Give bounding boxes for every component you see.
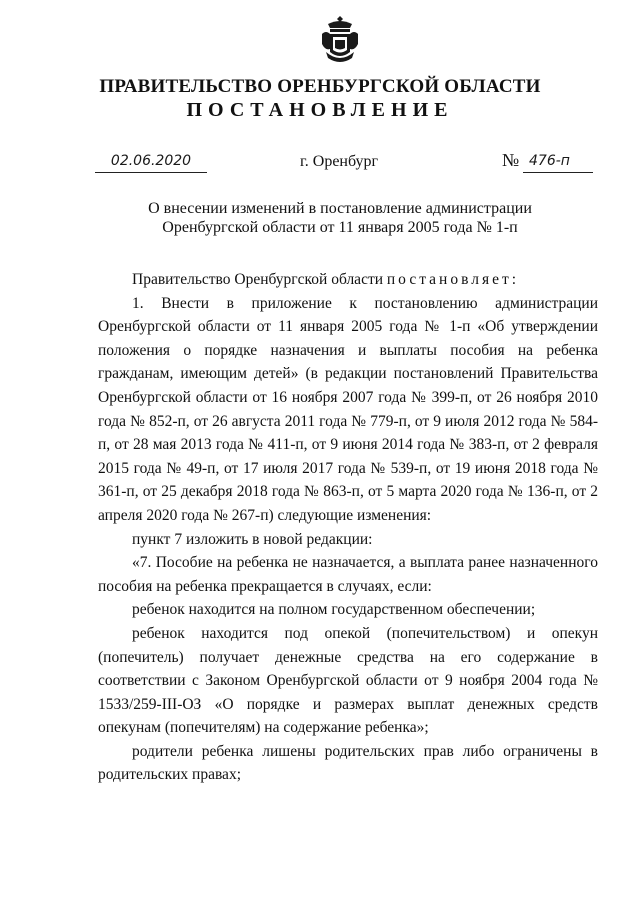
body-paragraph: 1. Внести в приложение к постановлению администрации Оренбургской области от 11 января 2005 года № 1-п «Об утверждении положения о порядке назначения и выплаты пособия на ребенка гражданам, имеющим детей» (в редакции постановлений Правительства Оренбургской области от 16 ноября 2007 года № 399-п, от 26 ноября 2010 года № 852-п, от 26 августа 2011 года № 779-п, от 9 июля 2012 года № 584-п, от 28 мая 2013 года № 411-п, от 9 июня 2014 года № 383-п, от 2 февраля 2015 года № 49-п, от 17 июля 2017 года № 539-п, от 19 июня 2018 года № 361-п, от 25 декабря 2018 года № 863-п, от 5 марта 2020 года № 136-п, от 2 апреля 2020 года № 267-п) следующие изменения: <box>98 294 598 524</box>
decree-subject: О внесении изменений в постановление администрации Оренбургской области от 11 января 2005 года № 1-п <box>148 200 532 236</box>
decree-date <box>95 152 207 170</box>
decree-date-value: 02.06.2020 <box>110 153 192 169</box>
number-underline <box>523 172 593 173</box>
decree-city: г. Оренбург <box>300 153 379 170</box>
decree-number-label: № <box>502 150 520 170</box>
body-paragraph: пункт 7 изложить в новой редакции: <box>132 530 373 548</box>
decree-body <box>98 268 598 787</box>
body-intro <box>98 268 598 292</box>
government-title: ПРАВИТЕЛЬСТВО ОРЕНБУРГСКОЙ ОБЛАСТИ <box>99 76 541 97</box>
decree-number-value: 476-п <box>529 153 570 169</box>
body-paragraph: ребенок находится на полном государственном обеспечении; <box>132 601 536 619</box>
intro-prefix: Правительство Оренбургской области <box>132 271 384 288</box>
document-type-title: ПОСТАНОВЛЕНИЕ <box>186 99 454 121</box>
decree-number <box>523 152 593 170</box>
body-paragraph: «7. Пособие на ребенка не назначается, а выплата ранее назначенного пособия на ребенка прекращается в случаях, если: <box>98 554 598 595</box>
body-paragraph: родители ребенка лишены родительских прав либо ограничены в родительских правах; <box>98 742 598 784</box>
body-paragraph: ребенок находится под опекой (попечительством) и опекун (попечитель) получает денежные средства на его содержание в соответствии с Законом Оренбургской области от 9 ноября 2004 года № 1533/259-III-ОЗ «О порядке и размерах выплат денежных средств опекунам (попечителям) на содержание ребенка»; <box>98 624 598 737</box>
date-underline <box>95 172 207 173</box>
intro-resolves: постановляет: <box>386 271 520 288</box>
coat-of-arms-emblem <box>318 14 362 68</box>
